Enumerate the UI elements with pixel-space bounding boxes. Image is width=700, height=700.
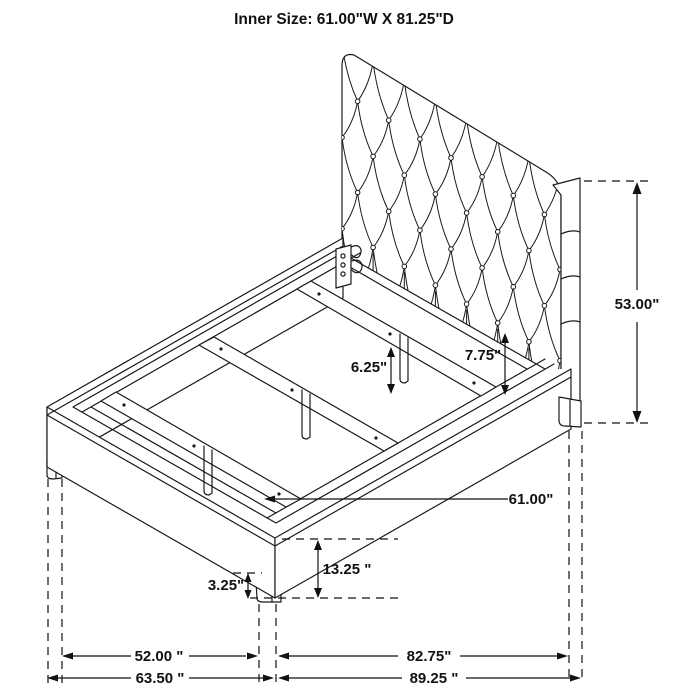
inner-size-title: Inner Size: 61.00"W X 81.25"D (234, 11, 454, 28)
footboard-height-label: 13.25 " (322, 561, 372, 578)
outer-width-label: 63.50 " (135, 670, 185, 687)
outer-depth-label: 89.25 " (409, 670, 459, 687)
rail-top-height-label: 7.75" (464, 347, 502, 364)
headboard-right-leg (559, 397, 581, 427)
leg-span-depth-label: 82.75" (406, 648, 452, 665)
leg-inner-span-width-label: 52.00 " (134, 648, 184, 665)
leg-height-label: 3.25" (207, 577, 245, 594)
headboard-height-label: 53.00" (614, 296, 660, 313)
slat-leg-height-label: 6.25" (350, 359, 388, 376)
inner-width-label: 61.00" (508, 491, 554, 508)
